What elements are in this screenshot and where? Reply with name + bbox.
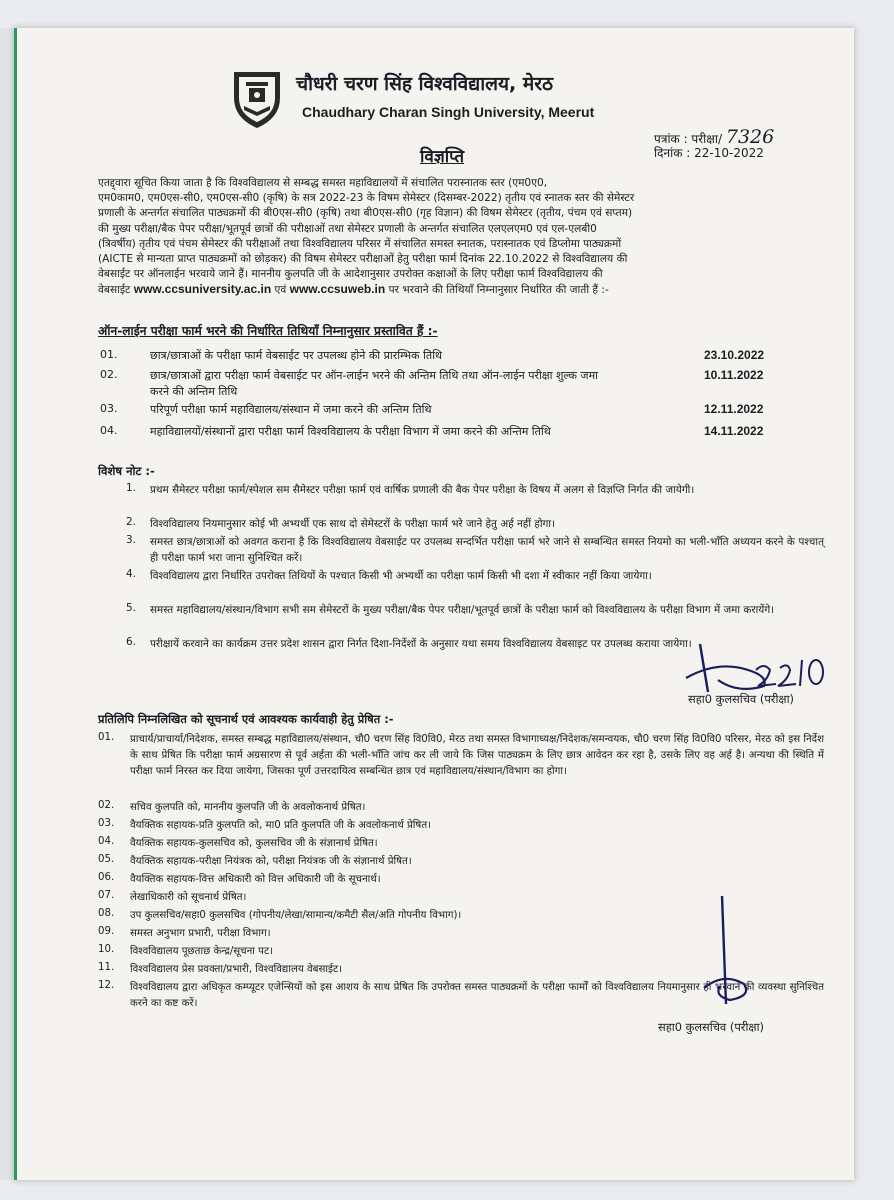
- copy-text: विश्वविद्यालय द्वारा अधिकृत कम्प्यूटर एजेन्सियों को इस आशय के साथ प्रेषित कि उपरोक्त समस्त पाठ्यक्रमों के परीक्षा फार्मों को विश्वविद्यालय नियमानुसार ही भरवाने की व्यवस्था सुनिश्चित करने का कष्ट करें।: [130, 982, 824, 1009]
- copy-text: वैयक्तिक सहायक-वित्त अधिकारी को वित्त अधिकारी जी के सूचनार्थ।: [130, 874, 381, 885]
- copy-text: समस्त अनुभाग प्रभारी, परीक्षा विभाग।: [130, 928, 271, 939]
- deadline-number: 04.: [100, 424, 118, 437]
- intro-line: एतद्द्वारा सूचित किया जाता है कि विश्वविद्यालय से सम्बद्ध समस्त महाविद्यालयों में संचालित परास्नातक स्तर (एम0ए0,: [98, 177, 548, 189]
- copy-text: प्राचार्य/प्राचार्या/निदेशक, समस्त सम्बद्ध महाविद्यालय/संस्थान, चौ0 चरण सिंह वि0वि0, मेरठ तथा समस्त विभागाध्यक्ष/निदेशक/समन्वयक, चौ0 चरण सिंह वि0वि0 परिसर, मेरठ को इस निर्देश के साथ प्रेषित कि परीक्षा फार्म अग्रसारण से पूर्व अर्हता की भली-भाँति जांच कर ली जाये कि जिस पाठ्यक्रम के लिए छात्र आवेदन कर रहा है, उसके लिए वह अर्ह है। अन्यथा की स्थिति में परीक्षा फार्म निरस्त कर दिया जायेगा, जिसका पूर्ण उत्तरदायित्व सम्बन्धित छात्र एवं महाविद्यालय/संस्थान/विभाग का होगा।: [130, 734, 824, 777]
- copy-number: 03.: [98, 818, 115, 829]
- copy-number: 02.: [98, 800, 115, 811]
- notice-document: [14, 28, 854, 1180]
- note-number: 1.: [126, 482, 136, 494]
- website-link-1[interactable]: www.ccsuniversity.ac.in: [133, 282, 272, 297]
- deadline-text: महाविद्यालयों/संस्थानों द्वारा परीक्षा फार्म विश्वविद्यालय के परीक्षा विभाग में जमा करने की अन्तिम तिथि: [150, 425, 551, 438]
- intro-line: वेबसाईट पर ऑनलाईन भरवाये जाने हैं। माननीय कुलपति जी के आदेशानुसार उपरोक्त कक्षाओं के लिए परीक्षा फार्म विश्वविद्यालय की: [98, 268, 603, 281]
- copy-text: वैयक्तिक सहायक-प्रति कुलपति को, मा0 प्रति कुलपति जी के अवलोकनार्थ प्रेषित।: [130, 820, 431, 831]
- note-text: प्रथम सैमेस्टर परीक्षा फार्म/स्पेशल सम सैमेस्टर परीक्षा फार्म एवं वार्षिक प्रणाली की बैक पेपर परीक्षा के विषय में अलग से विज्ञप्ति निर्गत की जायेगी।: [150, 484, 695, 496]
- copy-text: लेखाधिकारी को सूचनार्थ प्रेषित।: [130, 892, 247, 903]
- note-number: 4.: [126, 568, 136, 580]
- note-text: विश्वविद्यालय द्वारा निर्धारित उपरोक्त तिथियों के पश्चात किसी भी अभ्यर्थी का परीक्षा फार्म किसी भी दशा में स्वीकार नहीं किया जायेगा।: [150, 570, 652, 582]
- note-text: समस्त छात्र/छात्राओं को अवगत कराना है कि विश्वविद्यालय वेबसाईट पर उपलब्ध सन्दर्भित परीक्षा फार्म भरे जाने से सम्बन्धित समस्त नियमो का भली-भाँति अध्ययन करने के पश्चात् ही परीक्षा फार्म भरा जाना सुनिश्चित करें।: [150, 536, 824, 564]
- signature-designation-1: सहा0 कुलसचिव (परीक्षा): [688, 692, 794, 706]
- deadline-date: 12.11.2022: [704, 402, 764, 416]
- university-name-english: Chaudhary Charan Singh University, Meerut: [302, 104, 595, 120]
- note-text: विश्वविद्यालय नियमानुसार कोई भी अभ्यर्थी एक साथ दो सेमेस्टरों के परीक्षा फार्म भरे जाने हेतु अर्ह नहीं होगा।: [150, 518, 556, 530]
- intro-line: एम0काम0, एम0एस-सी0, एम0एस-सी0 (कृषि) के सत्र 2022-23 के विषम सेमेस्टर (दिसम्बर-2022) तृतीय एवं स्नातक स्तर की सेमेस्टर: [98, 192, 635, 205]
- website-link-2[interactable]: www.ccsuweb.in: [289, 282, 386, 297]
- notice-title: विज्ञप्ति: [420, 147, 465, 167]
- deadline-text: परिपूर्ण परीक्षा फार्म महाविद्यालय/संस्थान में जमा करने की अन्तिम तिथि: [150, 403, 432, 416]
- copy-number: 01.: [98, 732, 115, 743]
- note-text: परीक्षायें करवाने का कार्यक्रम उत्तर प्रदेश शासन द्वारा निर्गत दिशा-निर्देशों के अनुसार यथा समय विश्वविद्यालय वेबसाइट पर उपलब्ध कराया जायेगा।: [150, 638, 692, 650]
- intro-line: (AICTE से मान्यता प्राप्त पाठ्यक्रमों को छोड़कर) की विषम सेमेस्टर परीक्षाओं हेतु परीक्षा फार्म दिनांक 22.10.2022 से विश्वविद्यालय की: [98, 253, 628, 266]
- copy-text: वैयक्तिक सहायक-कुलसचिव को, कुलसचिव जी के संज्ञानार्थ प्रेषित।: [130, 838, 378, 849]
- note-number: 6.: [126, 636, 136, 648]
- copy-to-title: प्रतिलिपि निम्नलिखित को सूचनार्थ एवं आवश्यक कार्यवाही हेतु प्रेषित :-: [98, 712, 394, 726]
- deadline-date: 14.11.2022: [704, 424, 764, 438]
- deadline-number: 02.: [100, 368, 118, 381]
- university-name-hindi: चौधरी चरण सिंह विश्वविद्यालय, मेरठ: [296, 73, 554, 95]
- intro-line: प्रणाली के अन्तर्गत संचालित पाठ्यक्रमों की बी0एस-सी0 (कृषि) तथा बी0एस-सी0 (गृह विज्ञान) की विषम सेमेस्टर (तृतीय, पंचम एवं सप्तम): [98, 207, 633, 220]
- notice-date: दिनांक : 22-10-2022: [654, 146, 764, 160]
- intro-line: (त्रिवर्षीय) तृतीय एवं पंचम सेमेस्टर की परीक्षाओं तथा विश्वविद्यालय परिसर में संचालित समस्त स्नातक, परास्नातक एवं डिप्लोमा पाठ्यक्रमों: [98, 237, 622, 250]
- deadline-date: 10.11.2022: [704, 368, 764, 382]
- note-number: 5.: [126, 602, 136, 614]
- copy-text: उप कुलसचिव/सहा0 कुलसचिव (गोपनीय/लेखा/सामान्य/कमैटी सैल/अति गोपनीय विभाग)।: [130, 910, 462, 921]
- reference-label: पत्रांक : परीक्षा/: [654, 132, 723, 146]
- signature-designation-2: सहा0 कुलसचिव (परीक्षा): [658, 1020, 764, 1034]
- deadlines-heading: ऑन-लाईन परीक्षा फार्म भरने की निर्धारित तिथियाँ निम्नानुसार प्रस्तावित हैं :-: [98, 324, 438, 338]
- intro-line-websites: वेबसाईट www.ccsuniversity.ac.in एवं www.ccsuweb.in पर भरवाने की तिथियाँ निम्नानुसार निर्धारित की जाती हैं :-: [98, 282, 609, 297]
- copy-text: विश्वविद्यालय प्रेस प्रवक्ता/प्रभारी, विश्वविद्यालय वेबसाईट।: [130, 964, 343, 975]
- copy-text: सचिव कुलपति को, माननीय कुलपति जी के अवलोकनार्थ प्रेषित।: [130, 802, 366, 813]
- intro-line: की मुख्य परीक्षा/बैक पेपर परीक्षा/भूतपूर्व छात्रों की परीक्षाओं तथा सेमेस्टर प्रणाली के अन्तर्गत संचालित एलएलएम0 एवं एल-एलबी0: [98, 222, 597, 235]
- signature-1-icon: [678, 640, 828, 700]
- deadline-date: 23.10.2022: [704, 348, 765, 362]
- copy-number: 05.: [98, 854, 115, 865]
- page-left-margin: [0, 28, 14, 1180]
- copy-number: 07.: [98, 890, 115, 901]
- intro-paragraph: [98, 176, 822, 299]
- copy-number: 08.: [98, 908, 115, 919]
- page-edge-stripe: [14, 28, 17, 1180]
- special-notes-title: विशेष नोट :-: [98, 464, 155, 478]
- deadline-number: 03.: [100, 402, 118, 415]
- deadline-number: 01.: [100, 348, 118, 361]
- note-text: समस्त महाविद्यालय/संस्थान/विभाग सभी सम सेमेस्टरों के मुख्य परीक्षा/बैक पेपर परीक्षा/भूतपूर्व छात्रों के परीक्षा फार्म को विश्वविद्यालय के परीक्षा विभाग में जमा करायेंगे।: [150, 604, 775, 616]
- note-number: 2.: [126, 516, 136, 528]
- copy-text: वैयक्तिक सहायक-परीक्षा नियंत्रक को, परीक्षा नियंत्रक जी के संज्ञानार्थ प्रेषित।: [130, 856, 412, 867]
- signature-2-icon: [700, 892, 760, 1012]
- copy-number: 06.: [98, 872, 115, 883]
- copy-number: 12.: [98, 980, 115, 991]
- deadline-text: छात्र/छात्राओं द्वारा परीक्षा फार्म वेबसाईट पर ऑन-लाईन भरने की अन्तिम तिथि तथा ऑन-लाईन परीक्षा शुल्क जमा करने की अन्तिम तिथि: [150, 369, 599, 398]
- copy-number: 09.: [98, 926, 115, 937]
- reference-number-handwritten: 7326: [725, 126, 775, 148]
- university-emblem-icon: [226, 68, 288, 130]
- copy-number: 04.: [98, 836, 115, 847]
- note-number: 3.: [126, 534, 136, 546]
- copy-text: विश्वविद्यालय पूछताछ केन्द्र/सूचना पट।: [130, 946, 273, 957]
- deadline-text: छात्र/छात्राओं के परीक्षा फार्म वेबसाईट पर उपलब्ध होने की प्रारम्भिक तिथि: [150, 349, 443, 362]
- copy-number: 10.: [98, 944, 115, 955]
- copy-number: 11.: [98, 962, 115, 973]
